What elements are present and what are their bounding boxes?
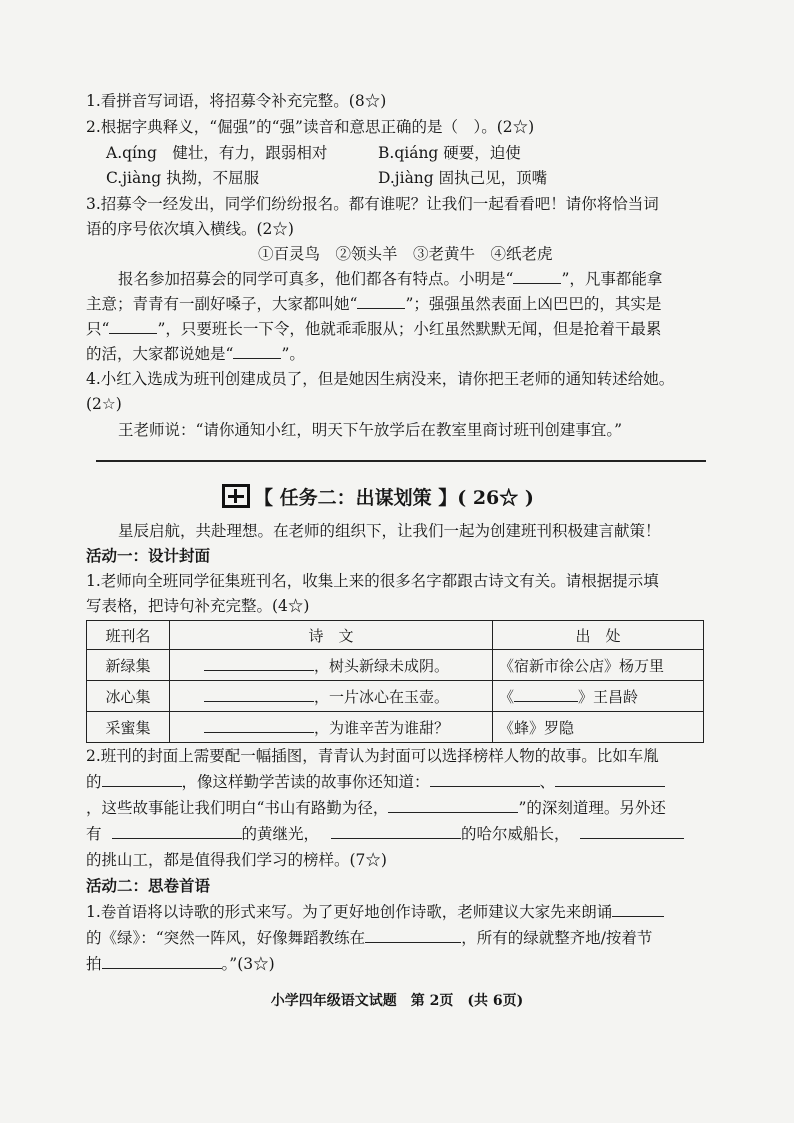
row-source: 《宿新市徐公店》杨万里 [493, 650, 704, 681]
s1-text: 的《绿》：“突然一阵风，好像舞蹈教练在 [86, 929, 366, 947]
q3-passage-line2 [86, 293, 661, 315]
q2-option-d: D.jiàng 固执己见，顶嘴 [378, 169, 548, 187]
table-row [87, 650, 704, 681]
header-name: 班刊名 [87, 621, 170, 650]
t2-text: 有 [86, 825, 102, 843]
book-icon [222, 484, 250, 508]
verse-text: ，树头新绿未成阴。 [314, 656, 450, 675]
row-source: 《蜂》罗隐 [493, 712, 704, 743]
q3-passage-line3 [86, 318, 661, 340]
s1-line3 [86, 953, 275, 975]
q3-word-options: ①百灵鸟 ②领头羊 ③老黄牛 ④纸老虎 [258, 245, 553, 263]
answer-blank[interactable] [112, 823, 242, 839]
s1-text: 。”(3☆) [221, 955, 275, 973]
answer-blank[interactable] [204, 686, 314, 702]
task-title [222, 484, 534, 512]
q3-text: 报名参加招募会的同学可真多，他们都各有特点。小明是“ [118, 270, 514, 288]
q3-text: 的活，大家都说她是“ [86, 345, 234, 363]
t2-line4 [86, 823, 684, 845]
t2-line3 [86, 797, 666, 819]
poem-table [86, 620, 704, 743]
verse-text: ，一片冰心在玉壶。 [314, 687, 450, 706]
answer-blank[interactable] [102, 953, 222, 969]
row-name: 新绿集 [87, 650, 170, 681]
q3-passage-line1 [118, 268, 662, 290]
t2-line2 [86, 771, 665, 793]
t2-text: 的哈尔威船长， [461, 825, 570, 843]
q3-text: ”；强强虽然表面上凶巴巴的，其实是 [405, 295, 662, 313]
question-2: 2.根据字典释义，“倔强”的“强”读音和意思正确的是（ ）。(2☆) [86, 118, 535, 136]
answer-blank[interactable] [612, 901, 664, 917]
q3-text: ”。 [281, 345, 305, 363]
t2-text: 的 [86, 773, 102, 791]
q2-option-a: A.qíng 健壮，有力，跟弱相对 [106, 144, 328, 162]
s1-text: 拍 [86, 955, 102, 973]
header-source: 出 处 [493, 621, 704, 650]
t1-line1: 1.老师向全班同学征集班刊名，收集上来的很多名字都跟古诗文有关。请根据提示填 [86, 572, 659, 590]
task-intro: 星辰启航，共赴理想。在老师的组织下，让我们一起为创建班刊积极建言献策！ [118, 522, 661, 540]
answer-blank[interactable] [204, 717, 314, 733]
question-1: 1.看拼音写词语，将招募令补充完整。(8☆) [86, 92, 387, 110]
answer-blank[interactable] [430, 771, 540, 787]
source-text: 《 [499, 687, 515, 706]
t2-text: ”的深刻道理。另外还 [518, 799, 666, 817]
verse-text: ，为谁辛苦为谁甜？ [314, 718, 450, 737]
activity-1-heading: 活动一：设计封面 [86, 546, 211, 565]
row-verse [170, 681, 493, 712]
row-source [493, 681, 704, 712]
answer-blank[interactable] [513, 268, 561, 284]
q3-text: ”，凡事都能拿 [561, 270, 663, 288]
t2-text: 的黄继光， [241, 825, 320, 843]
answer-blank[interactable] [204, 655, 314, 671]
t2-text: ，这些故事能让我们明白“书山有路勤为径， [86, 799, 389, 817]
row-name: 冰心集 [87, 681, 170, 712]
answer-blank[interactable] [388, 797, 518, 813]
q2-option-c: C.jiàng 执拗，不屈服 [106, 169, 260, 187]
page-footer: 小学四年级语文试题 第 2页 (共 6页) [270, 993, 524, 1009]
q3-text: 只“ [86, 320, 110, 338]
answer-blank[interactable] [233, 343, 281, 359]
table-row [87, 712, 704, 743]
t2-text: 、 [539, 773, 556, 791]
table-header-row [87, 621, 704, 650]
answer-blank[interactable] [102, 771, 182, 787]
row-verse [170, 650, 493, 681]
q2-option-b: B.qiáng 硬要，迫使 [378, 144, 521, 162]
answer-blank[interactable] [357, 293, 405, 309]
row-name: 采蜜集 [87, 712, 170, 743]
activity-2-heading: 活动二：思卷首语 [86, 876, 211, 895]
answer-blank[interactable] [331, 823, 461, 839]
question-3-line2: 语的序号依次填入横线。(2☆) [86, 220, 294, 238]
t2-line1: 2.班刊的封面上需要配一幅插图，青青认为封面可以选择榜样人物的故事。比如车胤 [86, 747, 659, 765]
table-row [87, 681, 704, 712]
s1-text: 1.卷首语将以诗歌的形式来写。为了更好地创作诗歌，老师建议大家先来朗诵 [86, 903, 613, 921]
row-verse [170, 712, 493, 743]
q4-teacher-quote: 王老师说：“请你通知小红，明天下午放学后在教室里商讨班刊创建事宜。” [118, 421, 623, 439]
s1-text: ，所有的绿就整齐地/按着节 [461, 929, 653, 947]
s1-line1 [86, 901, 664, 923]
question-4-line1: 4.小红入选成为班刊创建成员了，但是她因生病没来，请你把王老师的通知转述给她。 [86, 370, 675, 388]
task-title-text: 【 任务二：出谋划策 】( 26☆ ) [254, 487, 534, 509]
question-3-line1: 3.招募令一经发出，同学们纷纷报名。都有谁呢？让我们一起看看吧！请你将恰当词 [86, 195, 659, 213]
answer-line[interactable] [96, 460, 706, 462]
q3-passage-line4 [86, 343, 305, 365]
q3-text: 主意；青青有一副好嗓子，大家都叫她“ [86, 295, 358, 313]
source-text: 》王昌龄 [578, 687, 639, 706]
answer-blank[interactable] [580, 823, 684, 839]
answer-blank[interactable] [514, 686, 578, 702]
header-verse: 诗 文 [170, 621, 493, 650]
answer-blank[interactable] [109, 318, 157, 334]
answer-blank[interactable] [555, 771, 665, 787]
q3-text: ”，只要班长一下令，他就乖乖服从；小红虽然默默无闻，但是抢着干最累 [157, 320, 662, 338]
t2-line5: 的挑山工，都是值得我们学习的榜样。(7☆) [86, 851, 387, 869]
t1-line2: 写表格，把诗句补充完整。(4☆) [86, 597, 310, 615]
s1-line2 [86, 927, 652, 949]
t2-text: ，像这样勤学苦读的故事你还知道： [181, 773, 430, 791]
answer-blank[interactable] [365, 927, 461, 943]
question-4-line2: (2☆) [86, 395, 122, 413]
